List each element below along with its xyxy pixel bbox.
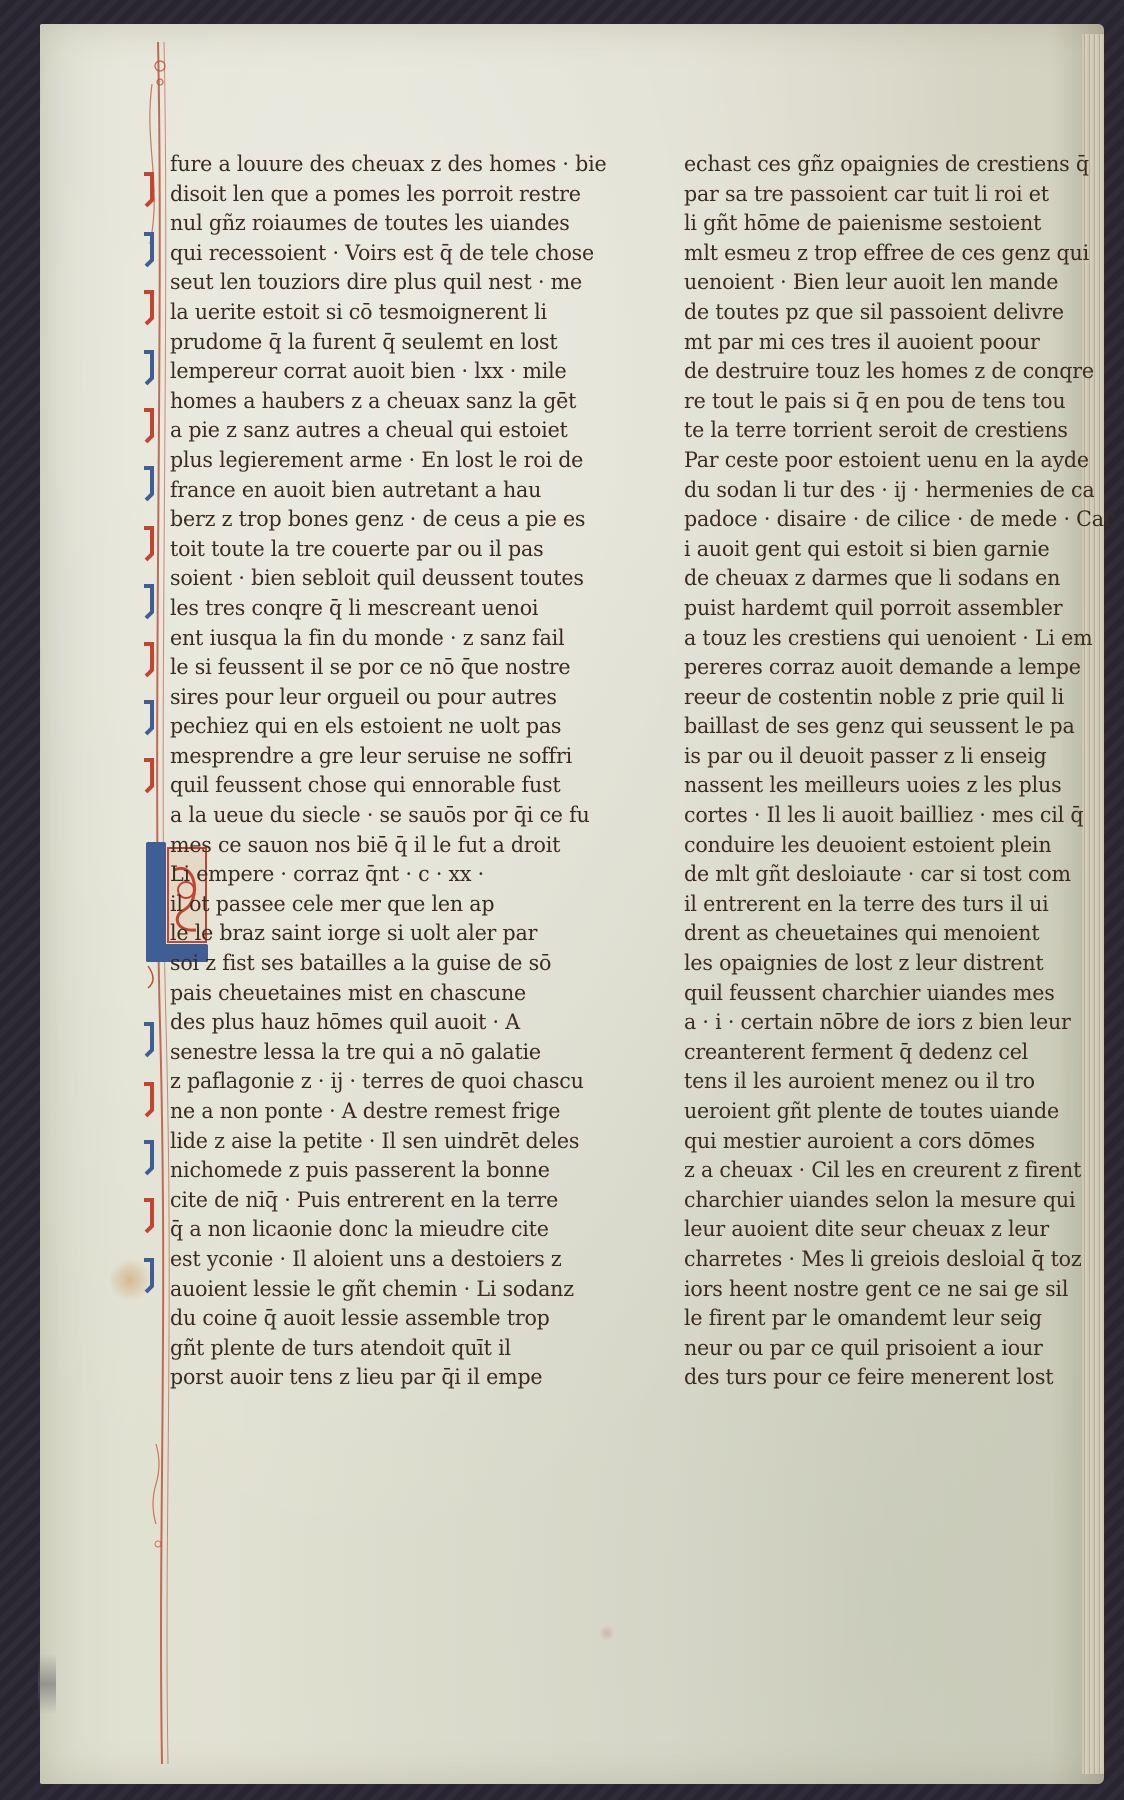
text-line	[684, 1334, 1124, 1364]
text-line-content: qui mestier auroient a cors dōmes	[684, 1128, 1035, 1153]
text-line	[684, 1304, 1124, 1334]
text-line	[684, 949, 1124, 979]
text-line-content: Li empere · corraz q̄nt · c · xx ·	[170, 862, 485, 887]
text-line	[684, 505, 1124, 535]
text-line-content: mlt esmeu z trop effree de ces genz qui	[684, 240, 1089, 265]
text-line	[170, 1245, 620, 1275]
text-line	[684, 446, 1124, 476]
text-line	[170, 860, 620, 890]
paragraph-mark	[144, 1024, 152, 1056]
text-line-content: les tres conqre q̄ li mescreant uenoi	[170, 595, 539, 620]
text-line	[170, 1304, 620, 1334]
text-line-content: auoient lessie le gñt chemin · Li sodanz	[170, 1276, 574, 1301]
text-line	[170, 1363, 620, 1393]
text-line	[684, 1067, 1124, 1097]
text-line-content: ne a non ponte · A destre remest frige	[170, 1099, 561, 1123]
text-line-content: france en auoit bien autretant a hau	[170, 477, 542, 502]
text-line	[684, 683, 1124, 713]
text-line	[170, 771, 620, 801]
text-line	[170, 505, 620, 535]
text-line	[684, 742, 1124, 772]
text-line	[170, 328, 620, 358]
paragraph-mark	[144, 1084, 152, 1116]
text-line-content: reeur de costentin noble z prie quil li	[684, 684, 1065, 709]
text-line-content: le le braz saint iorge si uolt aler par	[170, 921, 538, 946]
text-line	[684, 239, 1124, 269]
text-line-content: porst auoir tens z lieu par q̄i il empe	[170, 1365, 543, 1390]
text-line-content: senestre lessa la tre qui a nō galatie	[170, 1039, 541, 1064]
text-line-content: neur ou par ce quil prisoient a iour	[684, 1335, 1043, 1360]
leaf-edge-damage	[38, 1654, 56, 1714]
text-line-content: de mlt gñt desloiaute · car si tost com	[684, 862, 1071, 887]
text-line-content: i auoit gent qui estoit si bien garnie	[684, 536, 1050, 561]
text-line	[684, 328, 1124, 358]
text-line-content: conduire les deuoient estoient plein	[684, 832, 1052, 857]
text-line	[170, 1275, 620, 1305]
text-line	[170, 476, 620, 506]
text-line	[170, 1334, 620, 1364]
text-line-content: par sa tre passoient car tuit li roi et	[684, 181, 1049, 206]
paragraph-mark	[144, 292, 152, 324]
text-line	[170, 801, 620, 831]
text-line-content: z a cheuax · Cil les en creurent z firent	[684, 1158, 1082, 1183]
text-line	[684, 416, 1124, 446]
text-line	[170, 1215, 620, 1245]
text-line	[684, 535, 1124, 565]
text-line	[170, 1008, 620, 1038]
paragraph-mark	[144, 528, 152, 560]
text-line	[684, 624, 1124, 654]
text-line	[170, 535, 620, 565]
text-line-content: re tout le pais si q̄ en pou de tens tou	[684, 388, 1066, 413]
text-line-content: disoit len que a pomes les porroit restre	[170, 181, 581, 206]
paragraph-mark	[144, 644, 152, 676]
paragraph-mark	[144, 410, 152, 442]
text-line-content: cite de niq̄ · Puis entrerent en la terre	[170, 1187, 559, 1212]
text-line	[170, 979, 620, 1009]
text-line	[170, 919, 620, 949]
text-line	[684, 1215, 1124, 1245]
text-line-content: leur auoient dite seur cheuax z leur	[684, 1217, 1050, 1242]
text-line-content: a touz les crestiens qui uenoient · Li em	[684, 625, 1093, 650]
text-line-content: lempereur corrat auoit bien · lxx · mile	[170, 359, 567, 384]
text-line-content: sires pour leur orgueil ou pour autres	[170, 684, 557, 709]
text-line-content: puist hardemt quil porroit assembler	[684, 595, 1063, 620]
text-line-content: tens il les auroient menez ou il tro	[684, 1069, 1035, 1094]
text-line-content: seut len touziors dire plus quil nest · me	[170, 270, 582, 295]
text-line-content: mesprendre a gre leur seruise ne soffri	[170, 743, 573, 768]
paragraph-mark	[144, 1200, 152, 1232]
text-line-content: echast ces gñz opaignies de crestiens q̄	[684, 152, 1089, 176]
text-line-content: soient · bien sebloit quil deussent toutes	[170, 566, 584, 591]
text-line	[170, 683, 620, 713]
paragraph-mark	[144, 234, 152, 266]
text-line-content: le si feussent il se por ce nō q̄ue nostre	[170, 655, 571, 680]
parchment-stain-small	[600, 1624, 614, 1642]
text-line-content: plus legierement arme · En lost le roi de	[170, 447, 584, 472]
text-line-content: la uerite estoit si cō tesmoignerent li	[170, 299, 547, 324]
text-line-content: ent iusqua la fin du monde · z sanz fail	[170, 625, 565, 650]
text-line	[684, 860, 1124, 890]
text-line-content: a · i · certain nōbre de iors z bien leur	[684, 1010, 1071, 1035]
text-line-content: quil feussent chose qui ennorable fust	[170, 773, 561, 798]
text-line-content: de cheuax z darmes que li sodans en	[684, 566, 1061, 591]
text-line-content: charchier uiandes selon la mesure qui	[684, 1187, 1076, 1212]
text-line	[170, 150, 620, 180]
text-line	[170, 831, 620, 861]
text-line	[684, 1245, 1124, 1275]
parchment-stain	[110, 1256, 150, 1304]
text-line-content: nassent les meilleurs uoies z les plus	[684, 773, 1062, 798]
text-line	[684, 268, 1124, 298]
text-line	[684, 831, 1124, 861]
text-line	[170, 387, 620, 417]
text-line-content: les opaignies de lost z leur distrent	[684, 951, 1044, 976]
text-line-content: z paflagonie z · ij · terres de quoi chascu	[170, 1069, 584, 1094]
text-line-content: des plus hauz hōmes quil auoit · A	[170, 1010, 520, 1035]
text-line-content: le firent par le omandemt leur seig	[684, 1306, 1042, 1331]
text-line	[170, 1127, 620, 1157]
text-column-right	[684, 150, 1124, 1393]
text-line-content: toit toute la tre couerte par ou il pas	[170, 536, 544, 561]
text-line-content: de destruire touz les homes z de conqre	[684, 359, 1094, 384]
text-line-content: a pie z sanz autres a cheual qui estoiet	[170, 418, 568, 443]
text-line-content: padoce · disaire · de cilice · de mede · Car	[684, 507, 1114, 532]
text-line-content: baillast de ses genz qui seussent le pa	[684, 714, 1075, 739]
text-line	[170, 949, 620, 979]
text-line	[684, 1186, 1124, 1216]
text-line	[684, 564, 1124, 594]
text-line	[684, 979, 1124, 1009]
text-line	[684, 771, 1124, 801]
text-line-content: du coine q̄ auoit lessie assemble trop	[170, 1306, 550, 1331]
paragraph-mark	[144, 760, 152, 792]
text-line-content: a la ueue du siecle · se sauōs por q̄i ce fu	[170, 803, 590, 828]
text-line-content: des turs pour ce feire menerent lost	[684, 1365, 1054, 1390]
text-line	[684, 1363, 1124, 1393]
text-line-content: pais cheuetaines mist en chascune	[170, 980, 526, 1005]
text-line-content: cortes · Il les li auoit bailliez · mes cil q̄	[684, 803, 1084, 828]
text-line	[684, 357, 1124, 387]
text-line	[170, 742, 620, 772]
text-line	[170, 209, 620, 239]
text-line	[170, 239, 620, 269]
text-line	[170, 268, 620, 298]
text-line-content: lide z aise la petite · Il sen uindrēt deles	[170, 1128, 580, 1153]
text-line-content: il entrerent en la terre des turs il ui	[684, 891, 1049, 916]
text-line	[684, 298, 1124, 328]
text-line	[170, 298, 620, 328]
text-line	[684, 180, 1124, 210]
text-line-content: berz z trop bones genz · de ceus a pie es	[170, 507, 586, 532]
text-line	[684, 387, 1124, 417]
text-line	[684, 801, 1124, 831]
text-line	[170, 416, 620, 446]
text-line	[170, 180, 620, 210]
text-column-left	[170, 150, 620, 1393]
text-line	[170, 1156, 620, 1186]
text-line-content: Par ceste poor estoient uenu en la ayde	[684, 447, 1089, 472]
text-line-content: de toutes pz que sil passoient delivre	[684, 299, 1064, 324]
text-line-content: creanterent ferment q̄ dedenz cel	[684, 1039, 1029, 1064]
text-line	[170, 712, 620, 742]
text-line-content: iors heent nostre gent ce ne sai ge sil	[684, 1276, 1069, 1301]
text-line	[170, 564, 620, 594]
text-line-content: charretes · Mes li greiois desloial q̄ toz	[684, 1246, 1082, 1271]
text-line-content: gñt plente de turs atendoit quīt il	[170, 1335, 511, 1360]
text-line	[170, 1038, 620, 1068]
text-line	[170, 1097, 620, 1127]
text-line	[684, 919, 1124, 949]
text-line-content: quil feussent charchier uiandes mes	[684, 980, 1055, 1005]
text-line	[170, 357, 620, 387]
text-line	[684, 1127, 1124, 1157]
text-line-content: prudome q̄ la furent q̄ seulemt en lost	[170, 329, 558, 354]
text-line	[170, 594, 620, 624]
text-line-content: ueroient gñt plente de toutes uiande	[684, 1099, 1059, 1123]
text-line	[684, 712, 1124, 742]
text-line-content: est yconie · Il aloient uns a destoiers z	[170, 1246, 562, 1271]
text-line-content: is par ou il deuoit passer z li enseig	[684, 743, 1047, 768]
paragraph-mark	[144, 586, 152, 618]
text-line-content: qui recessoient · Voirs est q̄ de tele chose	[170, 240, 594, 265]
text-line	[170, 1067, 620, 1097]
text-line-content: mt par mi ces tres il auoient poour	[684, 329, 1040, 354]
text-line-content: pereres corraz auoit demande a lempe	[684, 655, 1081, 680]
text-line-content: du sodan li tur des · ij · hermenies de ca	[684, 477, 1095, 502]
manuscript-leaf	[40, 24, 1114, 1784]
text-line	[170, 653, 620, 683]
text-line-content: mes ce sauon nos biē q̄ il le fut a droit	[170, 832, 561, 857]
text-line	[170, 624, 620, 654]
text-line	[684, 209, 1124, 239]
text-line-content: pechiez qui en els estoient ne uolt pas	[170, 714, 562, 739]
text-line	[684, 890, 1124, 920]
text-line-content: homes a haubers z a cheuax sanz la gēt	[170, 388, 577, 413]
text-line	[684, 1038, 1124, 1068]
text-line-content: il ot passee cele mer que len ap	[170, 891, 495, 916]
text-line-content: nul gñz roiaumes de toutes les uiandes	[170, 211, 570, 236]
text-line-content: nichomede z puis passerent la bonne	[170, 1158, 550, 1183]
text-line-content: li gñt hōme de paienisme sestoient	[684, 211, 1042, 236]
text-line	[684, 476, 1124, 506]
text-line-content: fure a louure des cheuax z des homes · bie	[170, 152, 607, 176]
text-line	[684, 1097, 1124, 1127]
text-line-content: uenoient · Bien leur auoit len mande	[684, 270, 1059, 295]
text-line	[170, 890, 620, 920]
text-line	[684, 653, 1124, 683]
paragraph-mark	[144, 1142, 152, 1174]
text-line-content: drent as cheuetaines qui menoient	[684, 921, 1040, 946]
text-line	[684, 150, 1124, 180]
text-line	[170, 446, 620, 476]
paragraph-mark	[144, 174, 152, 206]
paragraph-mark	[144, 352, 152, 384]
text-line-content: soi z fist ses batailles a la guise de sō	[170, 951, 552, 976]
paragraph-mark	[144, 468, 152, 500]
paragraph-mark	[144, 702, 152, 734]
text-line	[684, 1275, 1124, 1305]
text-line	[684, 594, 1124, 624]
text-line	[684, 1008, 1124, 1038]
text-line-content: q̄ a non licaonie donc la mieudre cite	[170, 1217, 549, 1242]
text-line	[684, 1156, 1124, 1186]
text-line	[170, 1186, 620, 1216]
text-line-content: te la terre torrient seroit de crestiens	[684, 418, 1068, 443]
